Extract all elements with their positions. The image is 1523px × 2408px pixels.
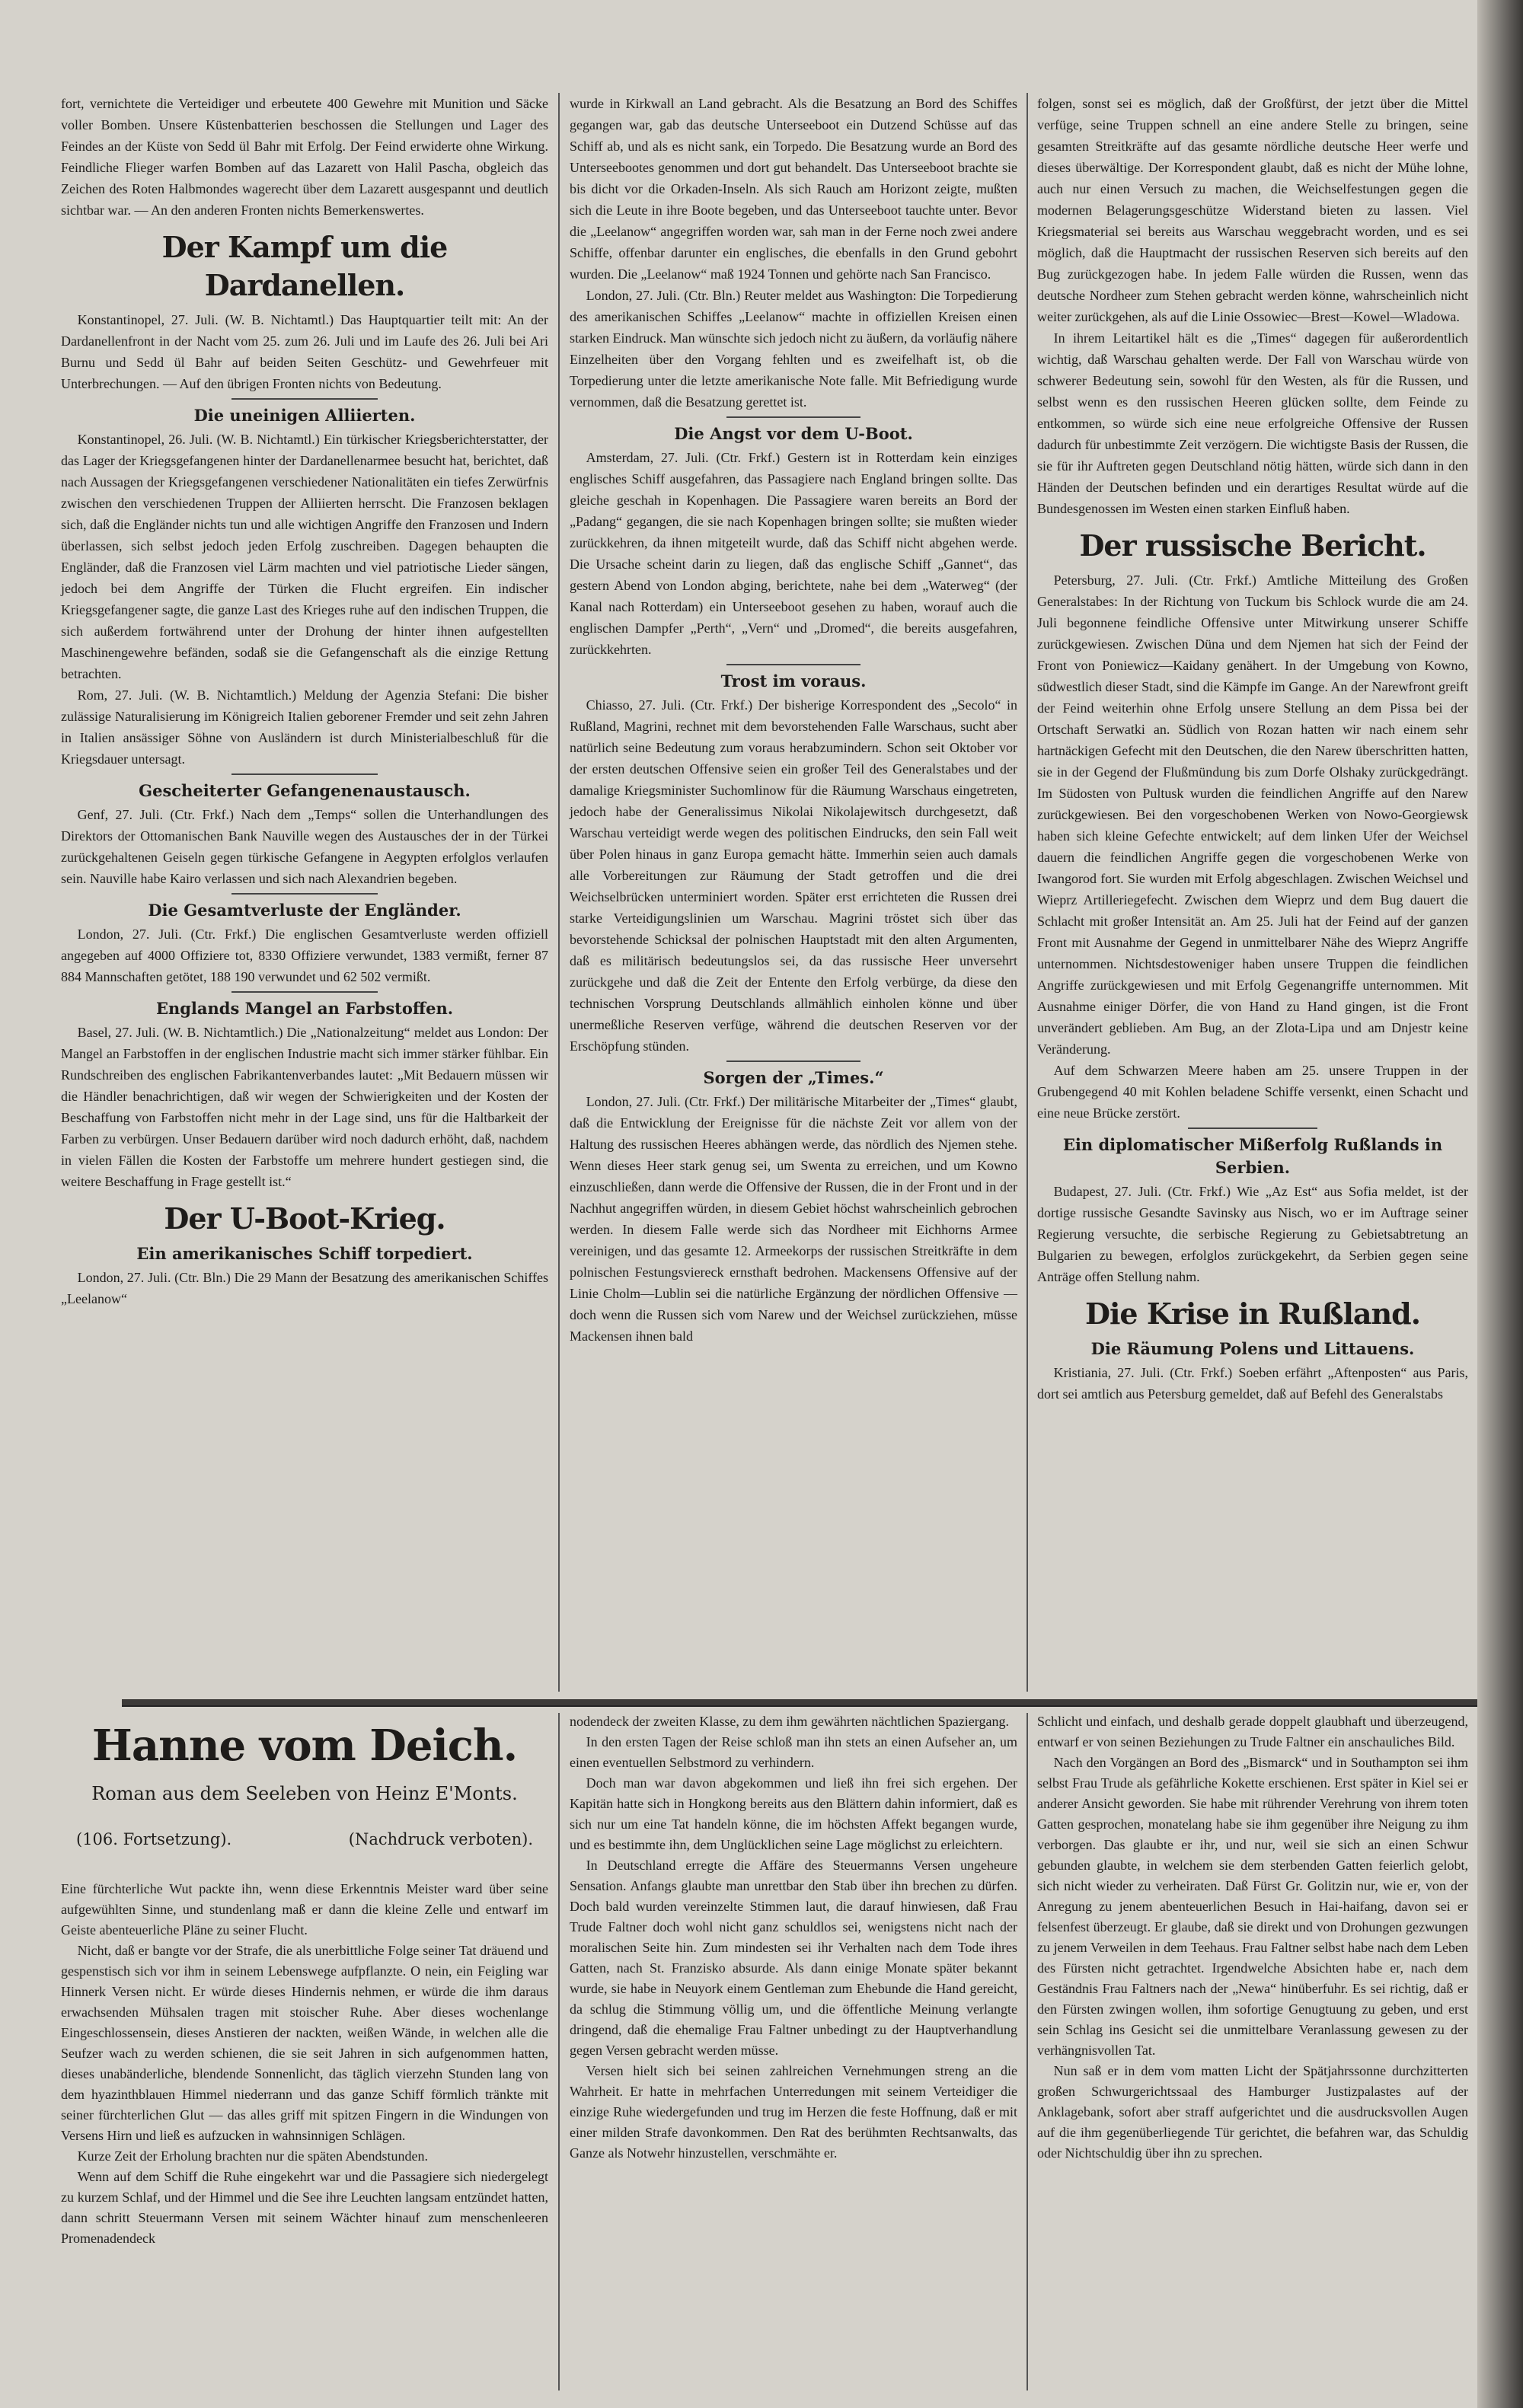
article-paragraph: Rom, 27. Juli. (W. B. Nichtamtlich.) Meldung der Agenzia Stefani: Die bisher zulässige Naturalisierung im Königreich Italien geborener Fremder und seit zehn Jahren in Italien ansässiger Söhne von Ausländern ist durch Ministerialbeschluß für die Kriegsdauer untersagt.	[61, 687, 548, 767]
section-subheadline: Ein diplomatischer Mißerfolg Rußlands in Serbien.	[1062, 1135, 1443, 1177]
article-paragraph: Eine fürchterliche Wut packte ihn, wenn diese Erkenntnis Meister ward über seine aufgewühlten Sinne, und stundenlang maß er dann die kleine Zelle und entwarf im Geiste abenteuerliche Pläne zu seiner Flucht.	[61, 1881, 548, 1938]
section-headline: Der Kampf um die Dardanellen.	[161, 230, 448, 302]
section-subheadline: Trost im voraus.	[720, 671, 867, 691]
section-subheadline: Gescheiterter Gefangenenaustausch.	[139, 781, 471, 800]
article-paragraph: Amsterdam, 27. Juli. (Ctr. Frkf.) Gestern ist in Rotterdam kein einziges englisches Schiff ausgefahren, das Passagiere nach England bringen sollte. Das gleiche geschah in Kopenhagen. Die Passagiere waren bereits an Bord der „Padang“ gegangen, die sie nach Kopenhagen bringen sollte; sie mußten wieder zurückkehren, da ihnen mitgeteilt wurde, daß das Schiff nicht abgehen werde. Die Ursache scheint darin zu liegen, daß das englische Schiff „Gannet“, das gestern Abend von London abging, berichtete, nahe bei dem „Waterweg“ (der Kanal nach Rotterdam) ein Unterseeboot gesehen zu haben, worauf auch die englischen Dampfer „Perth“, „Vern“ und „Dromed“, die bereits ausgefahren, zurückkehrten.	[570, 450, 1017, 657]
article-paragraph: Konstantinopel, 27. Juli. (W. B. Nichtamtl.) Das Hauptquartier teilt mit: An der Dardanellenfront in der Nacht vom 25. zum 26. Juli und im Laufe des 26. Juli bei Ari Burnu und Sedd ül Bahr auf beiden Seiten Geschütz- und Gewehrfeuer mit Unterbrechungen. — Auf den übrigen Fronten nichts von Bedeutung.	[61, 312, 548, 391]
section-divider	[122, 1699, 1477, 1707]
article-separator	[726, 416, 860, 418]
section-subheadline: Die Räumung Polens und Littauens.	[1090, 1339, 1415, 1358]
article-separator	[231, 893, 378, 895]
section-headline: Der U-Boot-Krieg.	[164, 1201, 445, 1236]
serial-header	[61, 1719, 548, 1848]
article-paragraph: wurde in Kirkwall an Land gebracht. Als die Besatzung an Bord des Schiffes gegangen war, gab das deutsche Unterseeboot ein Dutzend Schüsse auf das Schiff ab, und als es nicht sank, ein Torpedo. Die Besatzung wurde an Bord des Unterseebootes genommen und dort gut behandelt. Das Unterseeboot brachte sie bis dicht vor die Orkaden-Inseln. Als sich Rauch am Horizont zeigte, mußten sich die Leute in ihre Boote begeben, und das Unterseeboot tauchte unter. Bevor die „Leelanow“ angegriffen worden war, sah man in der Ferne noch zwei andere Schiffe, offenbar darunter ein englisches, die ebenfalls in den Grund gebohrt wurden. Die „Leelanow“ maß 1924 Tonnen und gehörte nach San Francisco.	[570, 96, 1017, 282]
article-separator	[231, 398, 378, 400]
article-paragraph: Chiasso, 27. Juli. (Ctr. Frkf.) Der bisherige Korrespondent des „Secolo“ in Rußland, Magrini, rechnet mit dem bevorstehenden Falle Warschaus, sucht aber natürlich seine Bedeutung zum voraus herabzumindern. Schon seit Oktober vor der ersten deutschen Offensive seien ein großer Teil des Generalstabes und der damalige Kriegsminister Suchomlinow für die Räumung Warschaus eingetreten, jedoch habe der Generalissimus Nikolai Nikolajewitsch durchgesetzt, daß Warschau verteidigt werde wegen des politischen Eindrucks, den sein Fall weit über Polen hinaus in ganz Europa gemacht hätte. Immerhin seien auch damals alle Vorbereitungen zur Räumung der Stadt getroffen und die drei Weichselbrücken unterminiert worden. Später erst errichteten die Russen drei starke Verteidigungslinien um Warschau. Magrini tröstet sich über das bevorstehende Schicksal der polnischen Hauptstadt mit den alten Argumenten, daß es militärisch bedeutungslos sei, da das russische Heer unversehrt zurückgehe und daß die Zeit der Entente den Erfolg verbürge, da diese den technischen Vorsprung Deutschlands allmählich einholen könne und über unermeßliche Reserven verfüge, während die deutschen Reserven vor der Erschöpfung stünden.	[570, 697, 1017, 1054]
column-2	[570, 93, 1017, 1347]
section-headline: Der russische Bericht.	[1079, 528, 1426, 563]
article-paragraph: Petersburg, 27. Juli. (Ctr. Frkf.) Amtliche Mitteilung des Großen Generalstabes: In der Richtung von Tuckum bis Schlock wurde die am 24. Juli begonnene feindliche Offensive unter Mitwirkung unserer Schiffe zurückgewiesen. Zwischen Düna und dem Njemen hat sich der Feind der Front von Poniewicz—Kaidany genähert. In der Umgebung von Kowno, südwestlich dieser Stadt, sind die Kämpfe im Gange. An der Narewfront greift der Feind weiterhin ohne Erfolg unsere Stellung an dem Pissa bei der Ortschaft Serwatki an. Südlich von Rozan hatten wir nach einem sehr hartnäckigen Gefecht mit den Deutschen, die den Narew überschritten hatten, sie in der Gegend der Flußmündung bis zum Dorfe Olshaky zurückgedrängt. Im Südosten von Pultusk wurden die feindlichen Angriffe auf den Narew zurückgewiesen. Bei den vorgeschobenen Werken von Nowo-Georgiewsk haben sich kleine Gefechte entwickelt; auf dem linken Ufer der Weichsel dauern die feindlichen Angriffe gegen die vorgeschobenen Werke von Iwangorod fort. Sie wurden mit Erfolg abgeschlagen. Zwischen Weichsel und Wieprz Artilleriegefecht. Zwischen dem Wieprz und dem Bug dauert die Schlacht mit großer Intensität an. Am 25. Juli hat der Feind auf der ganzen Front mit Ausnahme der Gegend in unmittelbarer Nähe des Wieprz Angriffe unternommen. Nichtsdestoweniger haben unsere Truppen die feindlichen Angriffe zurückgewiesen und mit Erfolg Gegenangriffe unternommen. Mit Ausnahme einiger Dörfer, die von Hand zu Hand gingen, ist die Front unverändert geblieben. Am Bug, an der Zlota-Lipa und am Dnjestr keine Veränderung.	[1037, 572, 1468, 1057]
article-paragraph: Auf dem Schwarzen Meere haben am 25. unsere Truppen in der Grubengegend 40 mit Kohlen beladene Schiffe versenkt, einen Schacht und eine neue Brücke zerstört.	[1037, 1063, 1468, 1121]
serial-column-2	[570, 1711, 1017, 2164]
article-paragraph: nodendeck der zweiten Klasse, zu dem ihm gewährten nächtlichen Spaziergang.	[570, 1714, 1009, 1729]
section-subheadline: Die Angst vor dem U-Boot.	[674, 424, 913, 443]
section-subheadline: Die Gesamtverluste der Engländer.	[148, 901, 461, 920]
article-paragraph: folgen, sonst sei es möglich, daß der Großfürst, der jetzt über die Mittel verfüge, seine Truppen schnell an eine andere Stelle zu bringen, seine gesamten Streitkräfte auf das gesamte nördliche deutsche Heer werfe und dieses überwältige. Der Korrespondent glaubt, daß es nicht der Mühe lohne, auch nur einen Versuch zu machen, die Weichselfestungen gegen die modernen Belagerungsgeschütze Widerstand bieten zu lassen. Viel Kriegsmaterial sei bereits aus Warschau weggebracht worden, und es sei möglich, daß die Hauptmacht der russischen Reserven sich bereits auf den Bug zurückgezogen habe. In jedem Falle würden die Russen, wenn das deutsche Nordheer zum Stehen gebracht werden könne, wahrscheinlich nicht weiter zurückgehen, als auf die Linie Ossowiec—Brest—Kowel—Wladowa.	[1037, 96, 1468, 324]
article-paragraph: Wenn auf dem Schiff die Ruhe eingekehrt war und die Passagiere sich niedergelegt zu kurzem Schlaf, und der Himmel und die See ihre Leuchten langsam entzündet hatten, dann schritt Steuermann Versen mit seinem Wächter hinauf zum menschenleeren Promenadendeck	[61, 2169, 548, 2246]
article-separator	[726, 664, 860, 665]
serial-column-3	[1037, 1711, 1468, 2164]
column-divider	[558, 93, 560, 1692]
article-separator	[1188, 1127, 1317, 1129]
section-subheadline: Englands Mangel an Farbstoffen.	[155, 999, 454, 1018]
article-paragraph: In Deutschland erregte die Affäre des Steuermanns Versen ungeheure Sensation. Anfangs glaubte man unrettbar den Stab über ihn brechen zu dürfen. Doch bald wurden vereinzelte Stimmen laut, die darauf hinwiesen, daß Frau Trude Faltner doch wohl nicht ganz schuldlos sei, wenigstens nicht nach der moralischen Seite hin. Zum mindesten sei ihr Verhalten nach dem Tode ihres Gatten, nach St. Franzisko absurde. Als dann einige Monate später bekannt wurde, sie habe in Neuyork einem Gentleman zum Ehebunde die Hand gereicht, da schlug die Stimmung völlig um, und die öffentliche Meinung verlangte dringend, daß die ehemalige Frau Faltner unbedingt zu der Hauptverhandlung gegen Versen gebracht werden müsse.	[570, 1858, 1017, 2058]
section-subheadline: Die uneinigen Alliierten.	[193, 406, 416, 425]
article-paragraph: Konstantinopel, 26. Juli. (W. B. Nichtamtl.) Ein türkischer Kriegsberichterstatter, der das Lager der Kriegsgefangenen hinter der Dardanellenarmee besucht hat, berichtet, daß nach Aussagen der Kriegsgefangenen verschiedener Nationalitäten ein tiefes Zerwürfnis zwischen den verschiedenen Truppen der Alliierten herrscht. Die Franzosen beklagen sich, daß die Engländer nichts tun und alle wichtigen Angriffe den Franzosen und Indern überlassen, sich selbst jedoch jeden Erfolg zuschreiben. Dagegen behaupten die Engländer, daß die Franzosen viel Lärm machten und viel patriotische Lieder sängen, jedoch bei dem Angriffe der Türken die Flucht ergreifen. Ein indischer Kriegsgefangener sagte, die ganze Last des Krieges ruhe auf den indischen Truppen, die sich außerdem fortwährend unter der Drohung der hinter ihnen aufgestellten Maschinengewehre befänden, sodaß sie die Gefangenschaft als die einzige Rettung betrachten.	[61, 432, 548, 681]
column-divider	[1027, 1713, 1028, 2390]
article-paragraph: Nicht, daß er bangte vor der Strafe, die als unerbittliche Folge seiner Tat dräuend und gespenstisch sich vor ihm in seinem Lebenswege aufpflanzte. O nein, ein Feigling war Hinnerk Versen nicht. Er würde dieses Hindernis nehmen, er würde die ihm daraus erwachsenden Mühsalen tragen mit stoischer Ruhe. Aber dieses wochenlange Eingeschlossensein, dieses Anstieren der nackten, weißen Wände, in welchen alle die Seufzer wach zu werden schienen, die sie seit Jahren in sich aufgenommen hatten, dieses unabänderliche, blendende Sonnenlicht, das täglich vierzehn Stunden lang von dem hyazinthblauen Himmel niederrann und das ganze Schiff förmlich tränkte mit seiner fürchterlichen Glut — das alles griff mit spitzen Fingern in die Windungen von Versens Hirn und ließ es aufzucken in wahnsinnigen Schlägen.	[61, 1943, 548, 2143]
article-paragraph: London, 27. Juli. (Ctr. Bln.) Die 29 Mann der Besatzung des amerikanischen Schiffes „Leelanow“	[61, 1270, 548, 1306]
article-separator	[231, 991, 378, 993]
serial-title: Hanne vom Deich.	[91, 1721, 518, 1771]
article-paragraph: Versen hielt sich bei seinen zahlreichen Vernehmungen streng an die Wahrheit. Er hatte in mehrfachen Unterredungen mit seinem Verteidiger die einzige Ruhe wiedergefunden und trug im Herzen die feste Hoffnung, daß er mit einer milden Strafe davonkommen. Den Rat des berühmten Rechtsanwalts, das Ganze als Notwehr hinzustellen, verschmähte er.	[570, 2063, 1017, 2161]
article-paragraph: Kurze Zeit der Erholung brachten nur die späten Abendstunden.	[77, 2148, 428, 2164]
serial-subtitle: Roman aus dem Seeleben von Heinz E'Monts.	[91, 1783, 518, 1804]
section-headline: Die Krise in Rußland.	[1085, 1296, 1420, 1331]
scan-edge	[1477, 0, 1523, 2408]
article-paragraph: London, 27. Juli. (Ctr. Frkf.) Der militärische Mitarbeiter der „Times“ glaubt, daß die Entwicklung der Ereignisse für die nächste Zeit vor allem von der Haltung des russischen Heeres abhängen werde, das nördlich des Njemen stehe. Wenn dieses Heer stark genug sei, um Swenta zu erreichen, und um Kowno einzuschließen, dann werde die Offensive der Russen, die in der Front und in der Nachhut angegriffen würden, in diesem Gebiet höchst wahrscheinlich gebrochen werden. In diesem Falle werde sich das Nordheer mit Eichhorns Armee vereinigen, und das gesamte 12. Armeekorps der russischen Streitkräfte in dem polnischen Festungsviereck ernsthaft bedrohen. Mackensens Offensive auf der Linie Cholm—Lublin sei die natürliche Ergänzung der nördlichen Offensive — doch wenn die Russen sich vom Narew und der Weichsel zurückziehen, müsse Mackensen ihnen bald	[570, 1094, 1017, 1344]
column-divider	[1027, 93, 1028, 1692]
article-paragraph: In den ersten Tagen der Reise schloß man ihn stets an einen Aufseher an, um einen eventuellen Selbstmord zu verhindern.	[570, 1734, 1017, 1770]
article-paragraph: Kristiania, 27. Juli. (Ctr. Frkf.) Soeben erfährt „Aftenposten“ aus Paris, dort sei amtlich aus Petersburg gemeldet, daß auf Befehl des Generalstabs	[1037, 1365, 1468, 1402]
article-paragraph: Genf, 27. Juli. (Ctr. Frkf.) Nach dem „Temps“ sollen die Unterhandlungen des Direktors der Ottomanischen Bank Nauville wegen des Austausches der in der Türkei zurückgehaltenen Geiseln gegen türkische Gefangene in Aegypten erfolglos verlaufen sein. Nauville habe Kairo verlassen und sich nach Alexandrien begeben.	[61, 807, 548, 886]
section-subheadline: Ein amerikanisches Schiff torpediert.	[136, 1244, 473, 1263]
article-paragraph: London, 27. Juli. (Ctr. Frkf.) Die englischen Gesamtverluste werden offiziell angegeben auf 4000 Offiziere tot, 8330 Offiziere verwundet, 1383 vermißt, ferner 87 884 Mannschaften getötet, 188 190 verwundet und 62 502 vermißt.	[61, 927, 548, 984]
article-paragraph: Doch man war davon abgekommen und ließ ihn frei sich ergehen. Der Kapitän hatte sich in Hongkong bereits aus den Blättern dahin informiert, daß es sich nur um eine Tat handeln könne, die im höchsten Affekt begangen wurde, und es bestimmte ihn, dem Unglücklichen seine Lage möglichst zu erleichtern.	[570, 1775, 1017, 1852]
article-paragraph: Nach den Vorgängen an Bord des „Bismarck“ und in Southampton sei ihm selbst Frau Trude als gefährliche Kokette erschienen. Erst später in Kiel sei er anderer Ansicht geworden. Sie habe mit rührender Verehrung von ihrem toten Gatten gesprochen, monatelang habe sie ihm gegenüber ihre Neigung zu ihm verborgen. Das glaubte er ihr, und nur, weil sie sich an einen Schwur gebunden glaubte, in welchem sie dem sterbenden Gatten feierlich gelobt, sich nicht wieder zu verheiraten. Daß Fürst Gr. Golitzin nur, wie er, von der Anregung zu jenem abenteuerlichen Besuch in Hai-haifang, davon sei er felsenfest überzeugt. Er glaube, daß sie direkt und von Drohungen gezwungen zu jenem Verweilen in dem Teehaus. Frau Faltner selbst habe nach dem Leben des Fürsten nicht getrachtet. Irgendwelche Absichten habe er, nach dem Geständnis Frau Faltners nach der „Newa“ hinüberfuhr. Es sei richtig, daß er den Fürsten zwingen wollen, ihm sofortige Genugtuung zu geben, und erst sein Schlag ins Gesicht sei die unmittelbare Veranlassung gewesen zu der verhängnisvollen Tat.	[1037, 1755, 1468, 2058]
article-separator	[231, 773, 378, 775]
serial-column-1	[61, 1879, 548, 2249]
article-paragraph: Nun saß er in dem vom matten Licht der Spätjahrssonne durchzitterten großen Schwurgerichtssaal des Hamburger Justizpalastes auf der Anklagebank, sofort aber straff aufgerichtet und die ausdrucksvollen Augen auf die ihm gegenüberliegende Tür gerichtet, die befahren war, das Schuldig oder Nichtschuldig über ihn zu sprechen.	[1037, 2063, 1468, 2161]
reprint-notice: (Nachdruck verboten).	[348, 1830, 533, 1848]
article-paragraph: Basel, 27. Juli. (W. B. Nichtamtlich.) Die „Nationalzeitung“ meldet aus London: Der Mangel an Farbstoffen in der englischen Industrie macht sich immer stärker fühlbar. Ein Rundschreiben des englischen Fabrikantenverbandes lautet: „Mit Bedauern müssen wir die Händler benachrichtigen, daß wir wegen der Schwierigkeiten und der Kosten der Beschaffung von Farbstoffen nicht mehr in der Lage sind, uns für die Haltbarkeit der Farben zu verbürgen. Unser Bedauern darüber wird noch dadurch erhöht, daß, nachdem in vielen Fällen die Kosten der Farbstoffe um mehrere hundert gestiegen sind, die weitere Beschaffung in Frage gestellt ist.“	[61, 1025, 548, 1189]
installment-number: (106. Fortsetzung).	[76, 1830, 232, 1848]
article-paragraph: London, 27. Juli. (Ctr. Bln.) Reuter meldet aus Washington: Die Torpedierung des amerikanischen Schiffes „Leelanow“ machte in offiziellen Kreisen einen starken Eindruck. Man wünschte sich jedoch nicht zu äußern, da vorläufig nähere Einzelheiten über den Vorgang fehlten und es zweifelhaft ist, ob die Torpedierung unter die letzte amerikanische Note falle. Mit Befriedigung wurde vernommen, daß die Besatzung gerettet ist.	[570, 288, 1017, 410]
article-paragraph: fort, vernichtete die Verteidiger und erbeutete 400 Gewehre mit Munition und Säcke voller Bomben. Unsere Küstenbatterien beschossen die Stellungen und Lager des Feindes an der Küste von Sedd ül Bahr mit Erfolg. Der Feind erwiderte ohne Wirkung. Feindliche Flieger warfen Bomben auf das Lazarett von Halil Pascha, obgleich das Zeichen des Roten Halbmondes wagerecht über dem Lazarett ausgespannt und deutlich sichtbar war. — An den anderen Fronten nichts Bemerkenswertes.	[61, 96, 548, 218]
article-paragraph: Budapest, 27. Juli. (Ctr. Frkf.) Wie „Az Est“ aus Sofia meldet, ist der dortige russische Gesandte Savinsky aus Nisch, wo er im Auftrage seiner Regierung versuchte, die serbische Regierung zu Gebietsabtretung an Bulgarien zu bewegen, erfolglos zurückgekehrt, da Serbien gegen seine Anträge offen Stellung nahm.	[1037, 1184, 1468, 1284]
column-3	[1037, 93, 1468, 1405]
article-paragraph: In ihrem Leitartikel hält es die „Times“ dagegen für außerordentlich wichtig, daß Warschau gehalten werde. Der Fall von Warschau würde von schwerer Bedeutung sein, sowohl für den Westen, als für die Russen, und selbst wenn es den russischen Heeren glücken sollte, dem Feinde zu entkommen, so würde sich eine neue erfolgreiche Offensive der Russen dadurch für unbestimmte Zeit verzögern. Die wichtigste Basis der Russen, die sie für ihr Auftreten gegen Deutschland nötig hätten, würde sich dann in den Händen der Deutschen befinden und ein derartiges Resultat würde auf die Bundesgenossen im Westen einen starken Einfluß haben.	[1037, 330, 1468, 516]
column-1	[61, 93, 548, 1309]
article-separator	[726, 1060, 860, 1062]
section-subheadline: Sorgen der „Times.“	[703, 1068, 884, 1087]
article-paragraph: Schlicht und einfach, und deshalb gerade doppelt glaubhaft und überzeugend, entwarf er von seinen Beziehungen zu Trude Faltner ein anschauliches Bild.	[1037, 1714, 1468, 1749]
column-divider	[558, 1713, 560, 2390]
